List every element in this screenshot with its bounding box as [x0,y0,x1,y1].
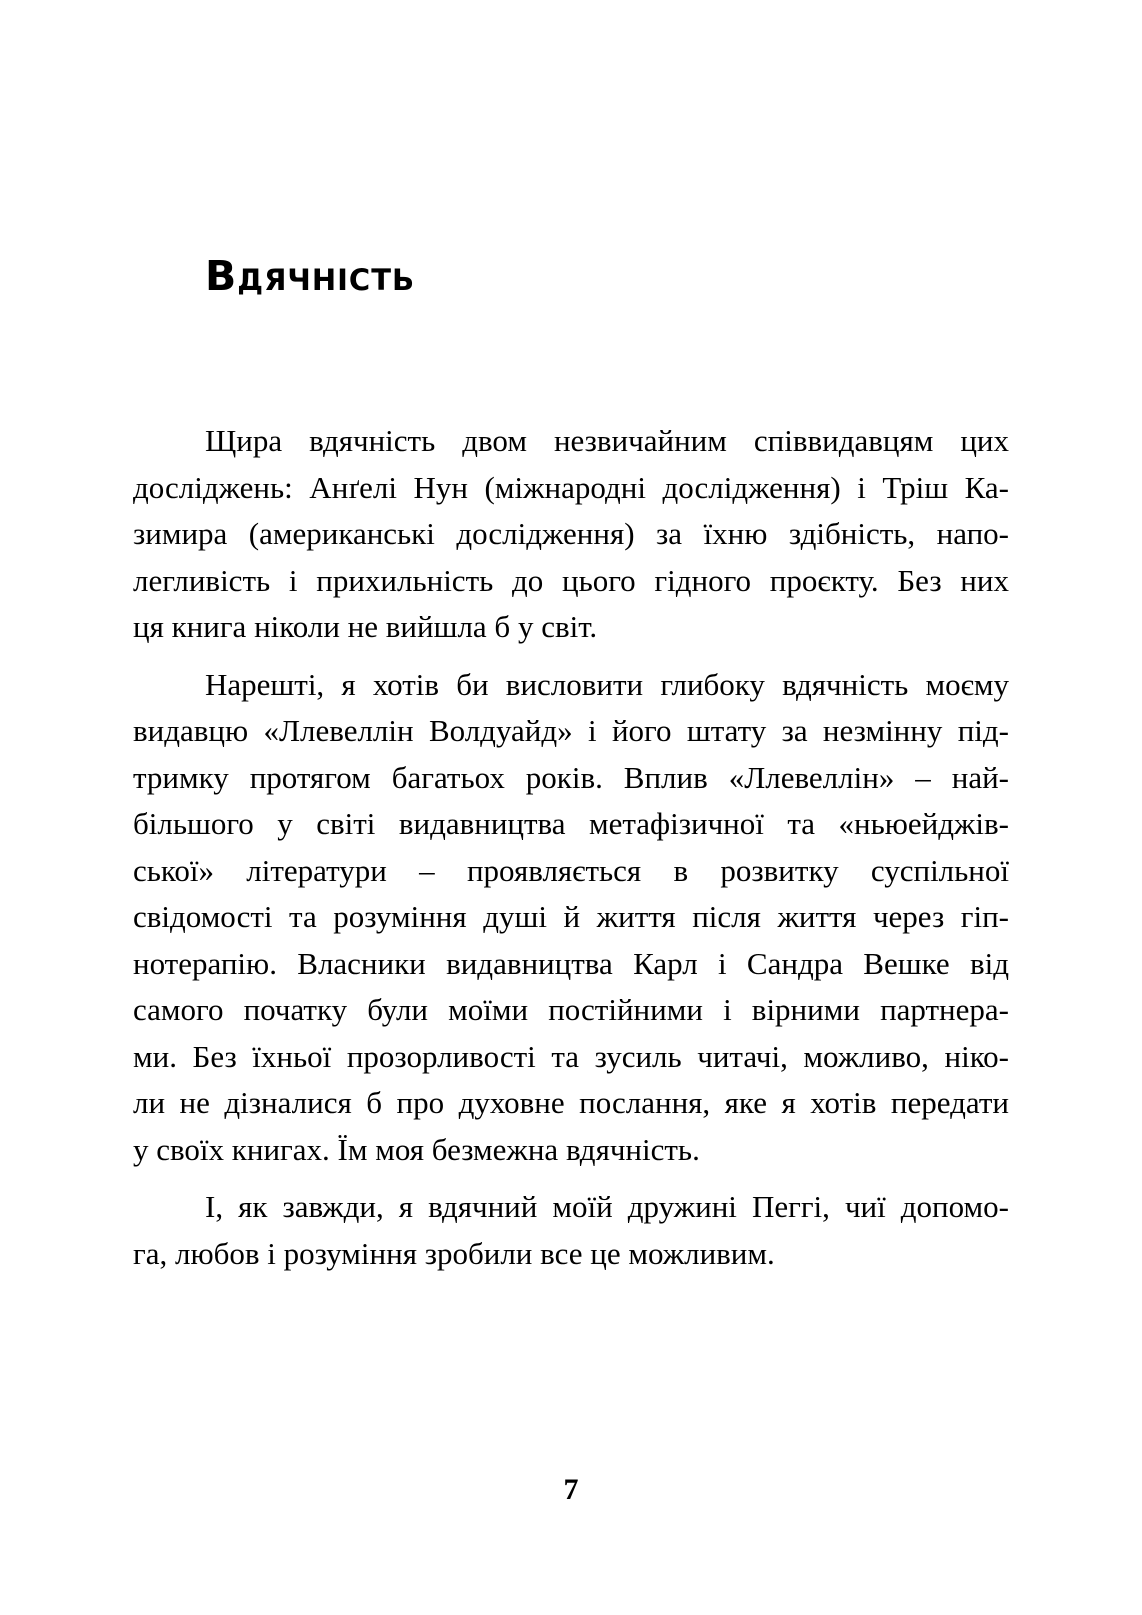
paragraph [133,1184,1009,1277]
text-line: легливість і прихильність до цього гідного проєкту. Без них [133,562,1009,598]
text-line: видавцю «Ллевеллін Волдуайд» і його штату за незмінну під- [133,713,1009,748]
text-line: досліджень: Анґелі Нун (міжнародні дослідження) і Тріш Ка- [133,469,1009,505]
text-line: ли не дізналися б про духовне послання, яке я хотів передати [133,1085,1009,1120]
paragraph [133,662,1009,1174]
text-line: ської» літератури – проявляється в розвитку суспільної [133,852,1009,888]
text-line: самого початку були моїми постійними і вірними партнера- [133,992,1009,1027]
text-line: Щира вдячність двом незвичайним співвидавцям цих [205,423,1009,458]
body-text [133,418,1009,1277]
page-number: 7 [563,1473,579,1506]
paragraph [133,418,1009,651]
text-line: зимира (американські дослідження) за їхню здібність, напо- [133,516,1009,551]
text-line: ця книга ніколи не вийшла б у світ. [133,609,598,644]
text-line: більшого у світі видавництва метафізичної та «ньюейджів- [133,806,1009,841]
text-line: Нарешті, я хотів би висловити глибоку вдячність моєму [205,666,1009,702]
text-line: тримку протягом багатьох років. Вплив «Ллевеллін» – най- [133,759,1009,795]
text-line: га, любов і розуміння зробили все це можливим. [133,1235,775,1271]
text-line: нотерапію. Власники видавництва Карл і Сандра Вешке від [133,945,1009,981]
text-line: ми. Без їхньої прозорливості та зусиль читачі, можливо, ніко- [133,1038,1009,1074]
text-line: у своїх книгах. Їм моя безмежна вдячність. [133,1131,700,1167]
text-line: свідомості та розуміння душі й життя після життя через гіп- [133,899,1009,934]
text-line: І, як завжди, я вдячний моїй дружині Пеггі, чиї допомо- [205,1189,1009,1224]
chapter-title: ВДЯЧНІСТЬ [205,252,416,300]
